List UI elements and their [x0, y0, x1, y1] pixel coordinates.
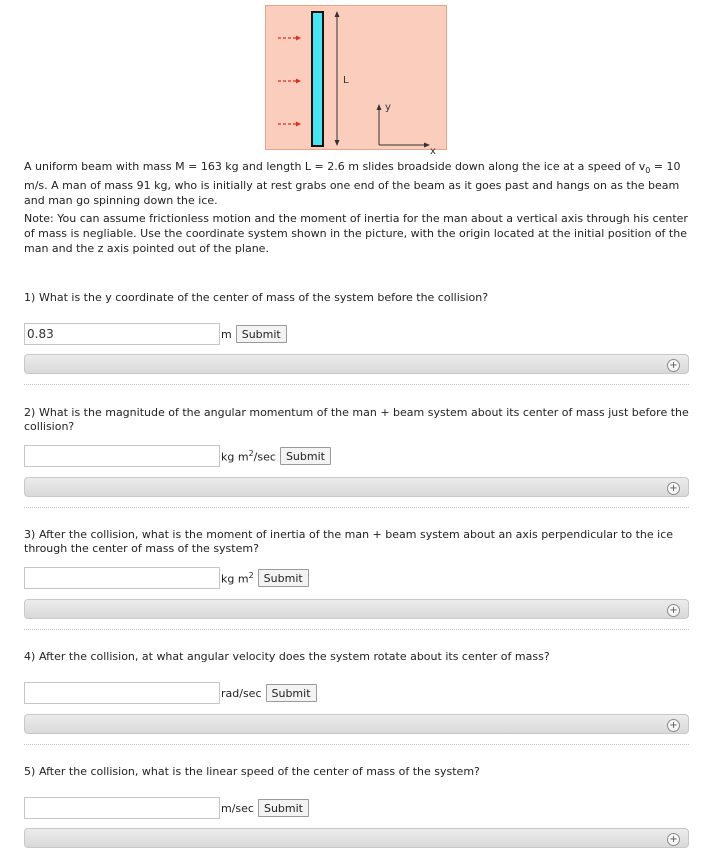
expand-icon[interactable]: + [667, 359, 680, 372]
expand-icon[interactable]: + [667, 604, 680, 617]
question-5 [24, 765, 689, 779]
hint-bar-1[interactable] [24, 354, 689, 374]
divider [24, 384, 689, 385]
diagram-background [266, 6, 447, 150]
hint-bar-3[interactable] [24, 599, 689, 619]
question-number: 4) [24, 650, 36, 663]
answer-input-2[interactable] [24, 445, 220, 467]
answer-row-1 [24, 323, 287, 345]
expand-icon[interactable]: + [667, 719, 680, 732]
hint-bar-2[interactable] [24, 477, 689, 497]
divider [24, 744, 689, 745]
question-number: 5) [24, 765, 36, 778]
question-number: 3) [24, 528, 36, 541]
label-x: x [430, 146, 436, 157]
unit-label: m [221, 327, 232, 341]
unit-label: m/sec [221, 801, 254, 815]
unit-label: kg $m^2$ [221, 570, 254, 586]
hint-bar-4[interactable] [24, 714, 689, 734]
question-text: After the collision, at what angular velocity does the system rotate about its center of mass? [39, 650, 550, 663]
question-text: What is the magnitude of the angular momentum of the man + beam system about its center of mass just before the collision? [24, 406, 689, 433]
v-subscript: 0 [645, 166, 651, 176]
answer-row-2 [24, 445, 331, 467]
answer-input-1[interactable] [24, 323, 220, 345]
question-number: 1) [24, 291, 36, 304]
problem-statement: A uniform beam with mass M = 163 kg and length L = 2.6 m slides broadside down along the ice at a speed of $v_0 = 10$ m/s. A man of mass 91 kg, who is initially at rest grabs one end of the beam as it goes past and hangs on as the beam and man go spinning down the ice. [24, 160, 681, 208]
beam-diagram [265, 5, 447, 157]
answer-row-5 [24, 797, 309, 819]
answer-row-3 [24, 567, 309, 589]
beam [312, 12, 323, 146]
answer-input-4[interactable] [24, 682, 220, 704]
question-text: After the collision, what is the linear speed of the center of mass of the system? [39, 765, 480, 778]
question-text: What is the y coordinate of the center of mass of the system before the collision? [39, 291, 489, 304]
unit-label: rad/sec [221, 686, 262, 700]
answer-input-3[interactable] [24, 567, 220, 589]
unit-label: kg $m^2/\sec$ [221, 448, 276, 464]
label-y: y [385, 102, 391, 113]
submit-button-2[interactable]: Submit [280, 447, 331, 465]
submit-button-5[interactable]: Submit [258, 799, 309, 817]
question-1 [24, 291, 689, 305]
answer-input-5[interactable] [24, 797, 220, 819]
submit-button-1[interactable]: Submit [236, 325, 287, 343]
expand-icon[interactable]: + [667, 482, 680, 495]
divider [24, 507, 689, 508]
submit-button-4[interactable]: Submit [266, 684, 317, 702]
question-2 [24, 406, 689, 434]
answer-row-4 [24, 682, 317, 704]
label-L: L [343, 75, 349, 86]
expand-icon[interactable]: + [667, 833, 680, 846]
question-4 [24, 650, 689, 664]
problem-note: Note: You can assume frictionless motion and the moment of inertia for the man about a vertical axis through his center of mass is negliable. Use the coordinate system shown in the picture, with the origin located at the initial position of the man and the z axis pointed out of the plane. [24, 212, 688, 255]
divider [24, 629, 689, 630]
submit-button-3[interactable]: Submit [258, 569, 309, 587]
question-text: After the collision, what is the moment of inertia of the man + beam system about an axis perpendicular to the ice through the center of mass of the system? [24, 528, 674, 555]
hint-bar-5[interactable] [24, 828, 689, 848]
question-3 [24, 528, 689, 556]
question-number: 2) [24, 406, 36, 419]
